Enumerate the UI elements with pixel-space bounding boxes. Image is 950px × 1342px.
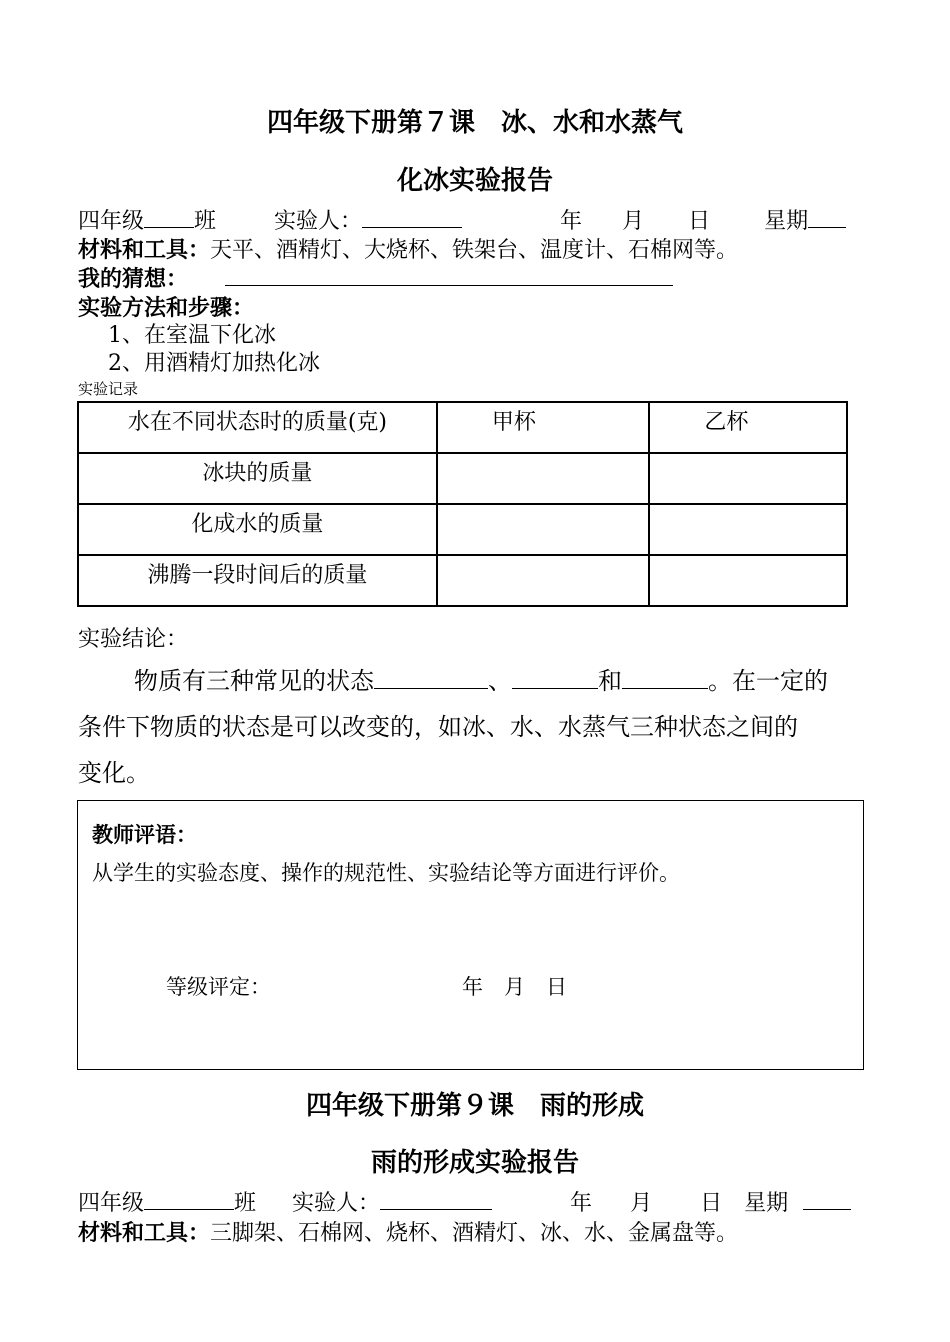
conclusion-sep-1: 、 <box>488 667 512 695</box>
conclusion-text-1: 物质有三种常见的状态 <box>134 667 374 695</box>
state-blank-2[interactable] <box>512 668 598 689</box>
teacher-comment-box <box>77 800 864 1070</box>
method-label: 实验方法和步骤： <box>78 295 255 321</box>
table-row <box>78 453 847 504</box>
guess-line <box>78 262 673 293</box>
teacher-comment-date: 年 月 日 <box>462 975 567 999</box>
experimenter-label: 实验人： <box>292 1191 381 1216</box>
table-header-row <box>78 402 847 453</box>
experimenter-blank[interactable] <box>380 1189 492 1210</box>
teacher-comment-text: 从学生的实验态度、操作的规范性、实验结论等方面进行评价。 <box>92 861 680 885</box>
conclusion-line-3: 变化。 <box>78 759 150 787</box>
lesson9-subtitle: 雨的形成实验报告 <box>370 1148 579 1178</box>
class-label: 班 <box>194 209 217 234</box>
conclusion-sep-2: 和 <box>598 667 622 695</box>
weekday-blank[interactable] <box>803 1189 851 1210</box>
materials-line <box>78 233 738 264</box>
table-row <box>78 555 847 606</box>
table-input-cell[interactable] <box>649 555 847 606</box>
record-table <box>77 401 848 607</box>
conclusion-line-2: 条件下物质的状态是可以改变的，如冰、水、水蒸气三种状态之间的 <box>78 713 798 741</box>
table-input-cell[interactable] <box>437 555 650 606</box>
step-2: 2、用酒精灯加热化冰 <box>108 351 320 376</box>
table-cell: 化成水的质量 <box>78 504 437 555</box>
lesson7-title: 四年级下册第７课 冰、水和水蒸气 <box>266 108 683 138</box>
conclusion-label: 实验结论： <box>78 627 189 652</box>
table-header-cell: 甲杯 <box>437 402 650 453</box>
guess-blank[interactable] <box>225 265 673 286</box>
weekday-label: 星期 <box>764 209 809 234</box>
grade-label: 四年级 <box>78 1191 145 1216</box>
conclusion-text-2: 。在一定的 <box>708 667 828 695</box>
class-label: 班 <box>234 1191 257 1216</box>
lesson9-materials-line <box>78 1216 738 1247</box>
experimenter-blank[interactable] <box>362 207 462 228</box>
experimenter-label: 实验人： <box>274 209 363 234</box>
table-row <box>78 504 847 555</box>
guess-label: 我的猜想： <box>78 266 189 292</box>
state-blank-1[interactable] <box>374 668 488 689</box>
conclusion-paragraph <box>78 658 878 796</box>
year-label: 年 <box>570 1191 593 1216</box>
state-blank-3[interactable] <box>622 668 708 689</box>
table-header-cell: 水在不同状态时的质量(克) <box>78 402 437 453</box>
month-label: 月 <box>630 1191 653 1216</box>
table-input-cell[interactable] <box>649 453 847 504</box>
day-label: 日 <box>700 1191 723 1216</box>
weekday-blank[interactable] <box>808 207 846 228</box>
lesson9-header-line <box>78 1186 851 1217</box>
table-cell: 冰块的质量 <box>78 453 437 504</box>
step-1: 1、在室温下化冰 <box>108 323 276 348</box>
teacher-comment-label: 教师评语： <box>92 822 197 847</box>
lesson9-title: 四年级下册第９课 雨的形成 <box>305 1091 644 1121</box>
class-blank[interactable] <box>144 207 194 228</box>
grade-label: 四年级 <box>78 209 145 234</box>
materials-label: 材料和工具： <box>78 237 211 263</box>
month-label: 月 <box>622 209 645 234</box>
lesson7-subtitle: 化冰实验报告 <box>396 166 553 196</box>
class-blank[interactable] <box>144 1189 234 1210</box>
materials-label: 材料和工具： <box>78 1220 211 1246</box>
materials-text: 三脚架、石棉网、烧杯、酒精灯、冰、水、金属盘等。 <box>210 1221 739 1246</box>
table-cell: 沸腾一段时间后的质量 <box>78 555 437 606</box>
table-input-cell[interactable] <box>437 453 650 504</box>
lesson7-header-line <box>78 204 846 235</box>
record-label: 实验记录 <box>78 380 139 398</box>
table-input-cell[interactable] <box>649 504 847 555</box>
day-label: 日 <box>688 209 711 234</box>
weekday-label: 星期 <box>744 1191 789 1216</box>
grade-evaluation-label: 等级评定： <box>166 975 271 999</box>
table-input-cell[interactable] <box>437 504 650 555</box>
year-label: 年 <box>560 209 583 234</box>
table-header-cell: 乙杯 <box>649 402 847 453</box>
materials-text: 天平、酒精灯、大烧杯、铁架台、温度计、石棉网等。 <box>210 238 739 263</box>
